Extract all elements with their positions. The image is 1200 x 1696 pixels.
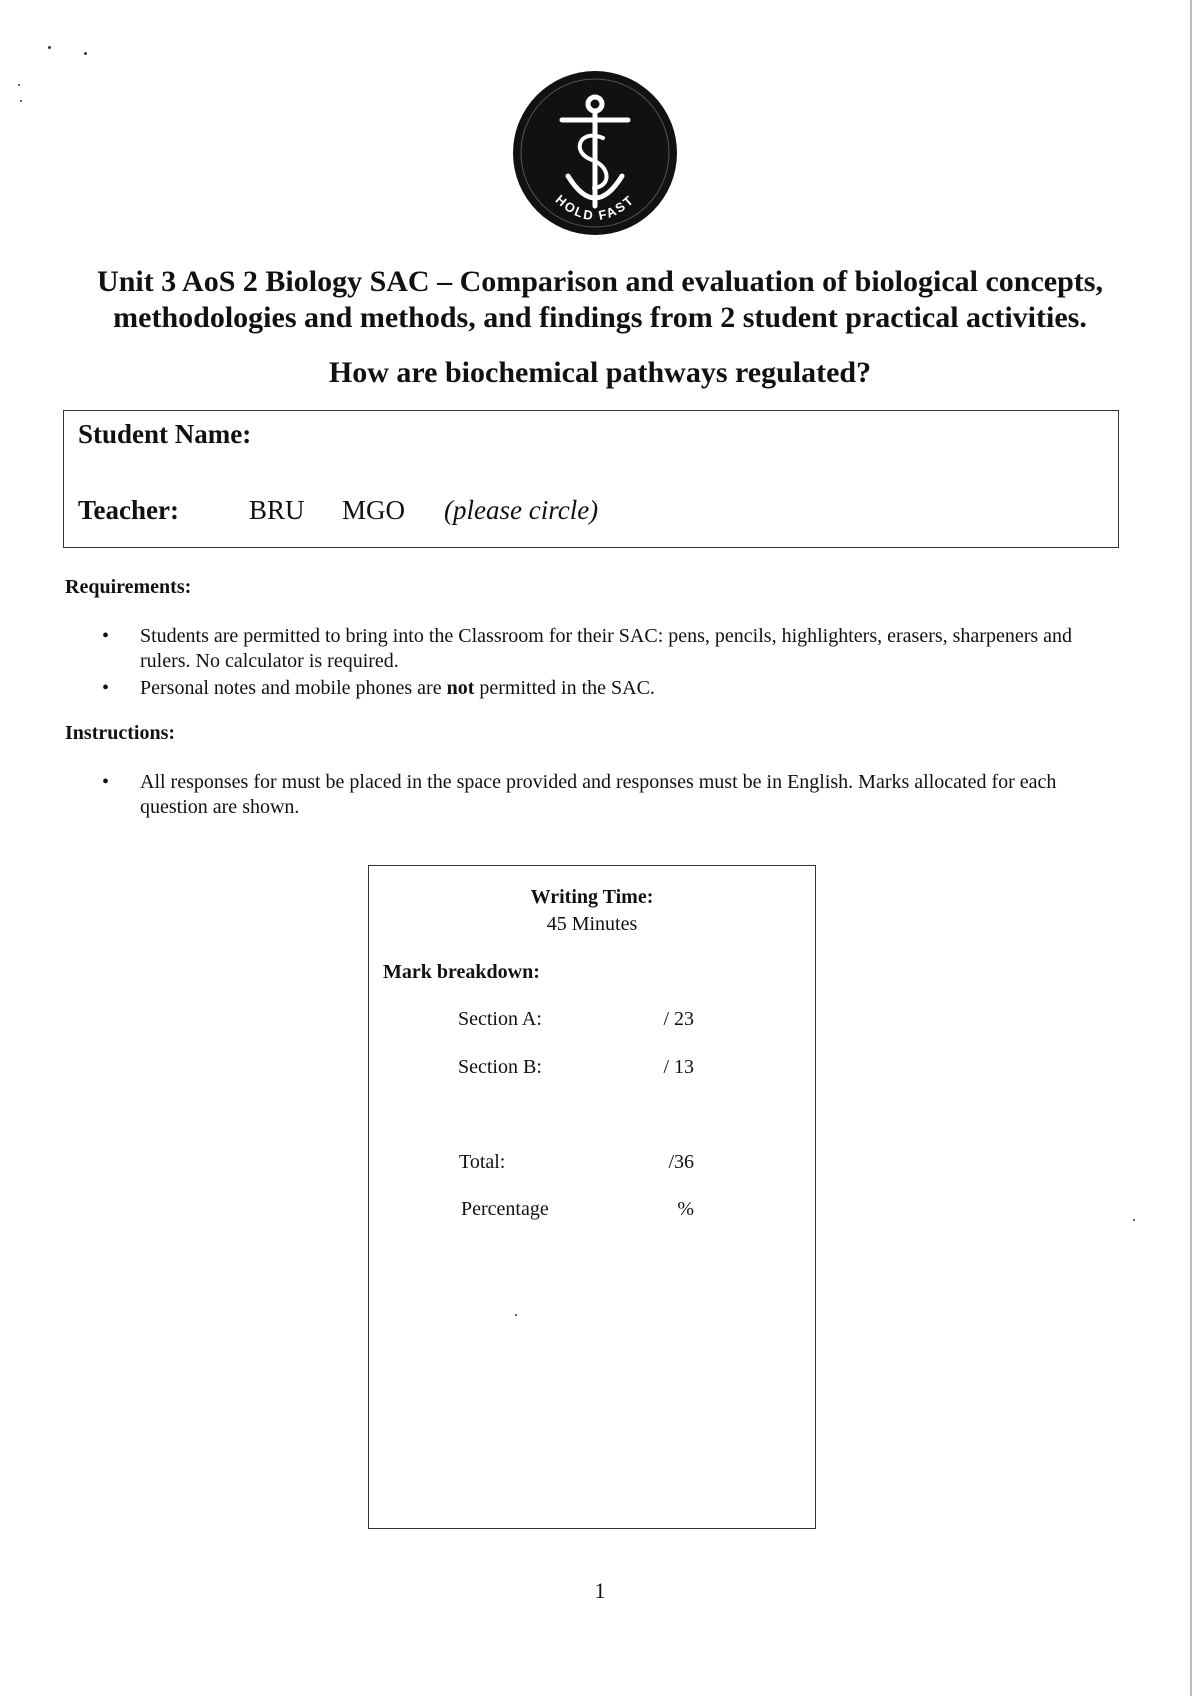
mark-breakdown-label: Mark breakdown: — [383, 961, 540, 983]
instructions-heading: Instructions: — [65, 722, 176, 744]
percentage-score: % — [677, 1198, 694, 1220]
scan-speck — [18, 84, 20, 86]
document-subtitle: How are biochemical pathways regulated? — [328, 356, 872, 389]
scan-speck — [20, 100, 22, 102]
section-b-label: Section B: — [458, 1056, 542, 1078]
writing-time-label: Writing Time: — [530, 886, 654, 908]
section-b-score: / 13 — [663, 1056, 694, 1078]
page-edge — [1190, 0, 1192, 1696]
teacher-label: Teacher: — [78, 495, 179, 525]
marks-box — [368, 865, 816, 1529]
scan-speck — [1133, 1219, 1135, 1221]
logo-motto: HOLD FAST — [552, 191, 638, 224]
section-a-label: Section A: — [458, 1008, 542, 1030]
requirement-item: • Students are permitted to bring into the Classroom for their SAC: pens, pencils, highlighters, erasers, sharpeners and rulers. No calculator is required. — [140, 624, 1120, 674]
student-name-label: Student Name: — [78, 419, 252, 449]
instruction-item: • All responses for must be placed in the space provided and responses must be in English. Marks allocated for each question are shown. — [140, 770, 1120, 820]
scan-speck — [84, 52, 87, 55]
requirement-item: • Personal notes and mobile phones are not permitted in the SAC. — [140, 676, 1120, 701]
document-title-line-2: methodologies and methods, and findings from 2 student practical activities. — [113, 301, 1087, 334]
teacher-option-bru[interactable]: BRU — [249, 495, 305, 525]
document-title-line-1: Unit 3 AoS 2 Biology SAC – Comparison and evaluation of biological concepts, — [97, 265, 1103, 298]
school-logo — [510, 68, 680, 238]
teacher-note: (please circle) — [444, 495, 599, 525]
teacher-option-mgo[interactable]: MGO — [342, 495, 406, 525]
scan-speck — [48, 46, 51, 49]
total-label: Total: — [459, 1151, 506, 1173]
section-a-score: / 23 — [663, 1008, 694, 1030]
total-score: /36 — [668, 1151, 694, 1173]
writing-time-value: 45 Minutes — [546, 913, 638, 935]
page-number: 1 — [594, 1578, 606, 1603]
percentage-label: Percentage — [461, 1198, 549, 1220]
requirements-heading: Requirements: — [65, 576, 192, 598]
scan-speck — [515, 1314, 517, 1316]
student-info-box — [63, 410, 1119, 548]
